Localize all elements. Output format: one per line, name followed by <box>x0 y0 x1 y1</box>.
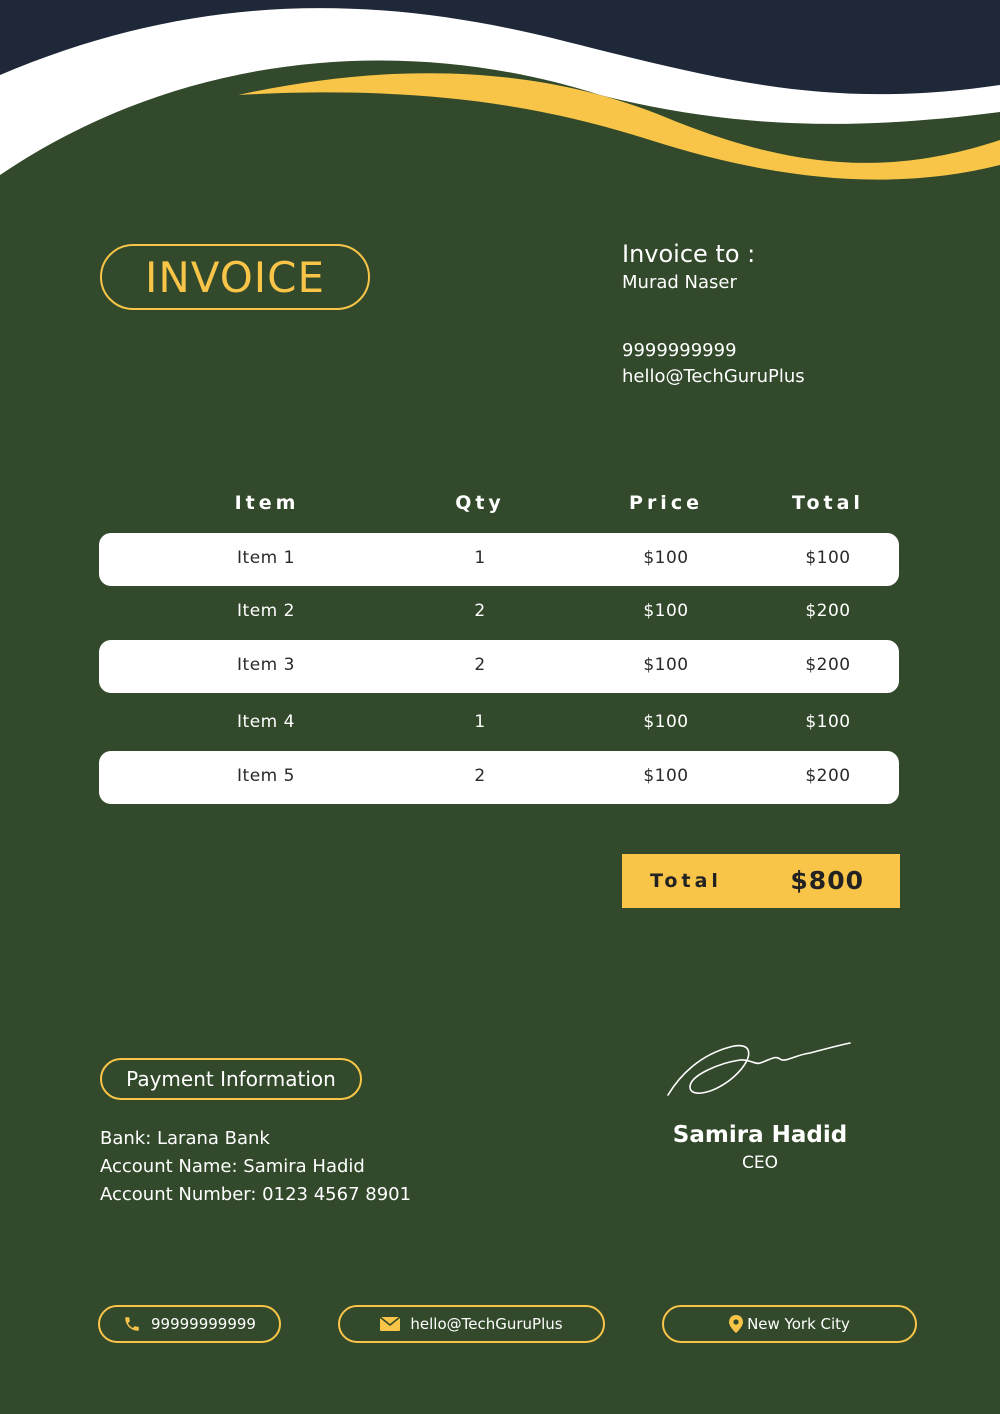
footer-phone <box>98 1305 281 1343</box>
payment-heading: Payment Information <box>100 1058 362 1100</box>
payment-info <box>100 1125 411 1209</box>
row-price: $100 <box>643 548 689 568</box>
signature <box>660 1035 860 1105</box>
table-row <box>99 640 899 693</box>
row-total: $200 <box>805 766 851 786</box>
client-name: Murad Naser <box>622 272 737 293</box>
footer-email <box>338 1305 605 1343</box>
invoice-title: INVOICE <box>100 244 370 310</box>
row-qty: 2 <box>474 766 486 786</box>
signer-role: CEO <box>742 1153 778 1173</box>
phone-icon <box>123 1315 141 1333</box>
row-item: Item 5 <box>237 766 295 786</box>
header-total: Total <box>792 492 864 514</box>
footer-phone-text: 99999999999 <box>151 1315 256 1333</box>
payment-account-name: Account Name: Samira Hadid <box>100 1156 365 1177</box>
table-row <box>99 586 899 639</box>
row-item: Item 3 <box>237 655 295 675</box>
map-pin-icon <box>729 1315 743 1333</box>
total-box <box>622 854 900 908</box>
table-header <box>0 492 1000 518</box>
header-waves <box>0 0 1000 200</box>
row-item: Item 4 <box>237 712 295 732</box>
bill-to <box>622 240 805 387</box>
footer-location-text: New York City <box>747 1315 850 1333</box>
row-total: $100 <box>805 712 851 732</box>
total-amount: $800 <box>790 866 864 895</box>
row-item: Item 2 <box>237 601 295 621</box>
row-qty: 1 <box>474 548 486 568</box>
row-price: $100 <box>643 766 689 786</box>
bill-to-heading: Invoice to : <box>622 240 756 268</box>
row-price: $100 <box>643 655 689 675</box>
row-total: $200 <box>805 655 851 675</box>
row-total: $200 <box>805 601 851 621</box>
header-qty: Qty <box>455 492 505 514</box>
footer-location <box>662 1305 917 1343</box>
signer-name: Samira Hadid <box>672 1122 848 1148</box>
payment-bank: Bank: Larana Bank <box>100 1128 270 1149</box>
table-row <box>99 751 899 804</box>
row-qty: 1 <box>474 712 486 732</box>
table-row <box>99 697 899 750</box>
total-label: Total <box>650 870 722 892</box>
footer-email-text: hello@TechGuruPlus <box>410 1315 563 1333</box>
row-price: $100 <box>643 712 689 732</box>
row-total: $100 <box>805 548 851 568</box>
header-price: Price <box>629 492 703 514</box>
envelope-icon <box>380 1317 400 1331</box>
row-item: Item 1 <box>237 548 295 568</box>
row-qty: 2 <box>474 601 486 621</box>
header-item: Item <box>234 492 300 514</box>
row-price: $100 <box>643 601 689 621</box>
table-row <box>99 533 899 586</box>
payment-account-number: Account Number: 0123 4567 8901 <box>100 1184 412 1205</box>
row-qty: 2 <box>474 655 486 675</box>
client-phone: 9999999999 <box>622 340 737 361</box>
client-email: hello@TechGuruPlus <box>622 366 805 387</box>
